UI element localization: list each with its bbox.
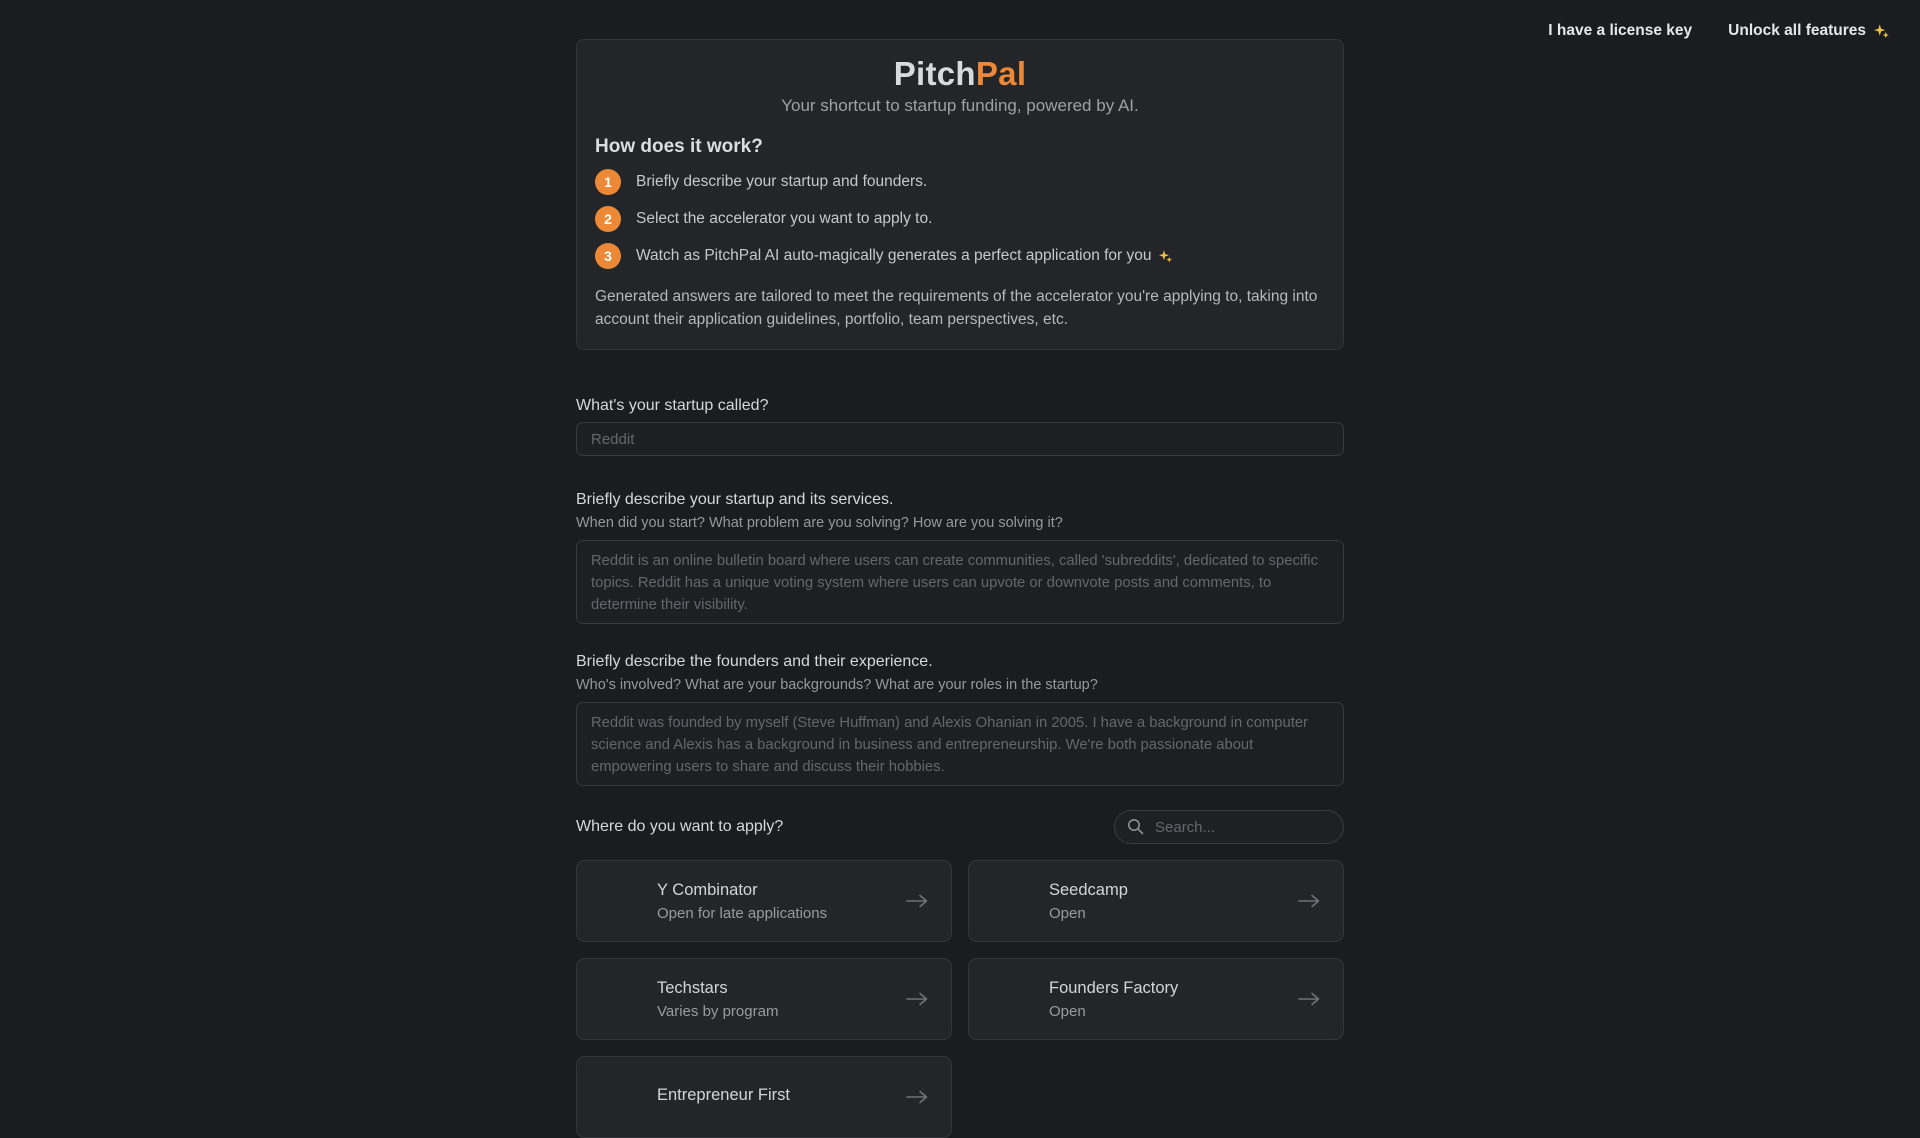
accelerator-status: Open for late applications xyxy=(657,904,828,922)
app-title xyxy=(595,56,1325,92)
startup-name-label: What's your startup called? xyxy=(576,397,769,414)
accelerator-card-partial[interactable] xyxy=(576,1056,952,1138)
main-column xyxy=(576,0,1344,1138)
app-subtitle: Your shortcut to startup funding, powered by AI. xyxy=(781,96,1139,115)
accelerator-card-founders-factory[interactable] xyxy=(968,958,1344,1040)
accelerator-card-techstars[interactable] xyxy=(576,958,952,1040)
accelerator-grid xyxy=(576,860,1344,1138)
app-title-accent: Pal xyxy=(975,55,1027,92)
how-it-works-heading: How does it work? xyxy=(595,136,763,157)
founders-label: Briefly describe the founders and their experience. xyxy=(576,653,933,670)
startup-description-textarea[interactable] xyxy=(576,540,1344,624)
unlock-features-label: Unlock all features xyxy=(1728,22,1866,39)
step-text xyxy=(636,247,1173,265)
step-number-badge: 3 xyxy=(595,243,621,269)
step-text: Briefly describe your startup and founders. xyxy=(636,173,928,190)
sparkles-icon xyxy=(1158,249,1173,264)
top-nav xyxy=(1548,0,1890,62)
accelerator-logo xyxy=(593,1075,637,1119)
accelerator-name: Entrepreneur First xyxy=(657,1085,790,1104)
hero-card xyxy=(576,39,1344,350)
step-text-label: Watch as PitchPal AI auto-magically generates a perfect application for you xyxy=(636,247,1152,264)
step-number-badge: 1 xyxy=(595,169,621,195)
apply-section-header xyxy=(576,810,1344,844)
accelerator-text xyxy=(657,1085,790,1110)
apply-label: Where do you want to apply? xyxy=(576,818,784,835)
accelerator-logo xyxy=(593,879,637,923)
accelerator-text xyxy=(657,880,827,923)
step-text: Select the accelerator you want to apply to. xyxy=(636,210,933,227)
accelerator-name: Founders Factory xyxy=(1049,978,1179,997)
step-row-3 xyxy=(595,243,1325,269)
step-row-1 xyxy=(595,169,1325,195)
license-key-label: I have a license key xyxy=(1548,22,1693,39)
accelerator-card-y-combinator[interactable] xyxy=(576,860,952,942)
app-title-primary: Pitch xyxy=(893,55,976,92)
founders-hint: Who's involved? What are your backgrounds? What are your roles in the startup? xyxy=(576,677,1098,693)
accelerator-logo xyxy=(985,977,1029,1021)
arrow-right-icon xyxy=(905,991,929,1007)
search-input[interactable] xyxy=(1114,810,1344,844)
accelerator-search xyxy=(1114,810,1344,844)
accelerator-text xyxy=(1049,978,1178,1021)
accelerator-name: Techstars xyxy=(657,978,728,997)
sparkles-icon xyxy=(1873,23,1890,40)
accelerator-logo xyxy=(985,879,1029,923)
accelerator-text xyxy=(1049,880,1128,923)
founders-textarea[interactable] xyxy=(576,702,1344,786)
accelerator-name: Seedcamp xyxy=(1049,880,1128,899)
accelerator-status: Open xyxy=(1049,1002,1086,1020)
accelerator-status: Open xyxy=(1049,904,1086,922)
arrow-right-icon xyxy=(1297,893,1321,909)
hero-note: Generated answers are tailored to meet the requirements of the accelerator you're applying to, taking into account their application guidelines, portfolio, team perspectives, etc. xyxy=(595,288,1318,328)
step-row-2 xyxy=(595,206,1325,232)
accelerator-name: Y Combinator xyxy=(657,880,758,899)
arrow-right-icon xyxy=(1297,991,1321,1007)
startup-name-input[interactable] xyxy=(576,422,1344,456)
step-number-badge: 2 xyxy=(595,206,621,232)
startup-description-label: Briefly describe your startup and its services. xyxy=(576,491,894,508)
license-key-button[interactable] xyxy=(1548,22,1692,40)
accelerator-text xyxy=(657,978,778,1021)
startup-description-hint: When did you start? What problem are you solving? How are you solving it? xyxy=(576,515,1063,531)
accelerator-status: Varies by program xyxy=(657,1002,779,1020)
arrow-right-icon xyxy=(905,1089,929,1105)
accelerator-card-seedcamp[interactable] xyxy=(968,860,1344,942)
accelerator-logo xyxy=(593,977,637,1021)
unlock-features-button[interactable] xyxy=(1728,22,1890,40)
arrow-right-icon xyxy=(905,893,929,909)
